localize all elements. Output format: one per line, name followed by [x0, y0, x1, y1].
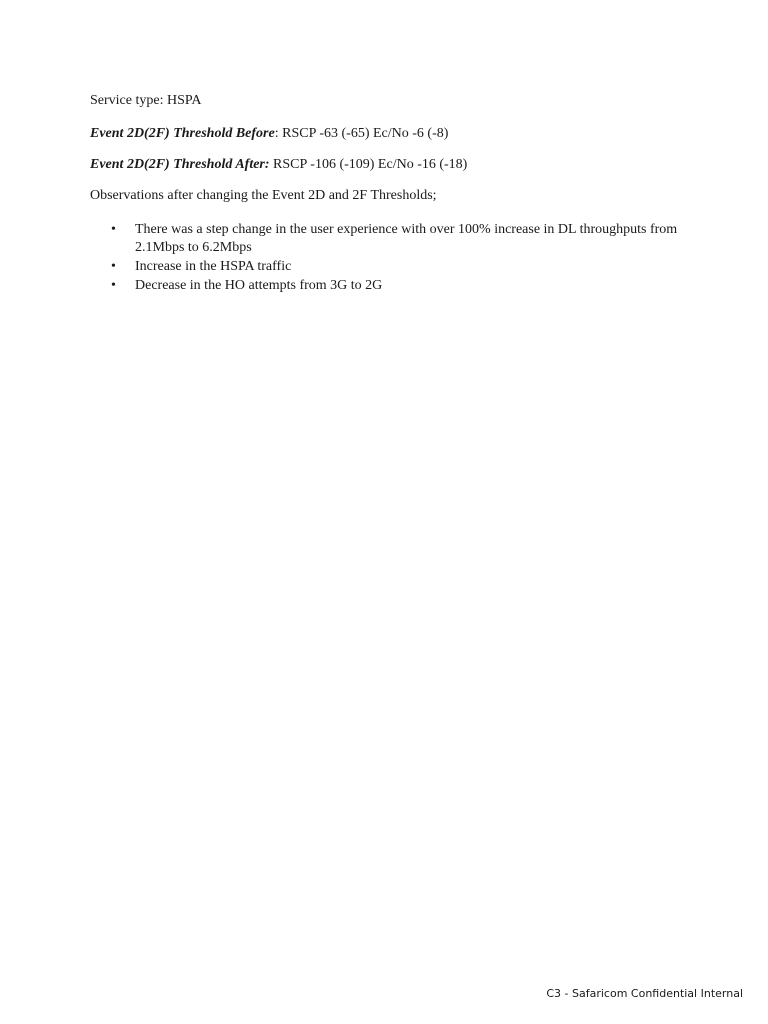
observations-heading: Observations after changing the Event 2D and 2F Thresholds;: [90, 188, 437, 203]
list-item: [90, 277, 690, 295]
threshold-after-label: Event 2D(2F) Threshold After:: [90, 157, 270, 172]
threshold-before-line: [90, 125, 448, 143]
service-type-line: Service type: HSPA: [90, 93, 202, 108]
bullet-icon: •: [111, 259, 116, 274]
threshold-before-value: : RSCP -63 (-65) Ec/No -6 (-8): [274, 126, 449, 141]
threshold-after-line: [90, 156, 467, 174]
classification-footer: C3 - Safaricom Confidential Internal: [546, 987, 743, 1000]
threshold-after-value: RSCP -106 (-109) Ec/No -16 (-18): [269, 157, 468, 172]
list-item: [90, 221, 690, 257]
list-item-text: There was a step change in the user experience with over 100% increase in DL throughputs from 2.1Mbps to 6.2Mbps: [135, 222, 678, 255]
list-item-text: Decrease in the HO attempts from 3G to 2G: [135, 278, 383, 293]
bullet-icon: •: [111, 222, 116, 237]
list-item: [90, 258, 690, 276]
list-item-text: Increase in the HSPA traffic: [135, 259, 292, 274]
observations-list: [90, 221, 690, 296]
threshold-before-label: Event 2D(2F) Threshold Before: [90, 126, 275, 141]
bullet-icon: •: [111, 278, 116, 293]
